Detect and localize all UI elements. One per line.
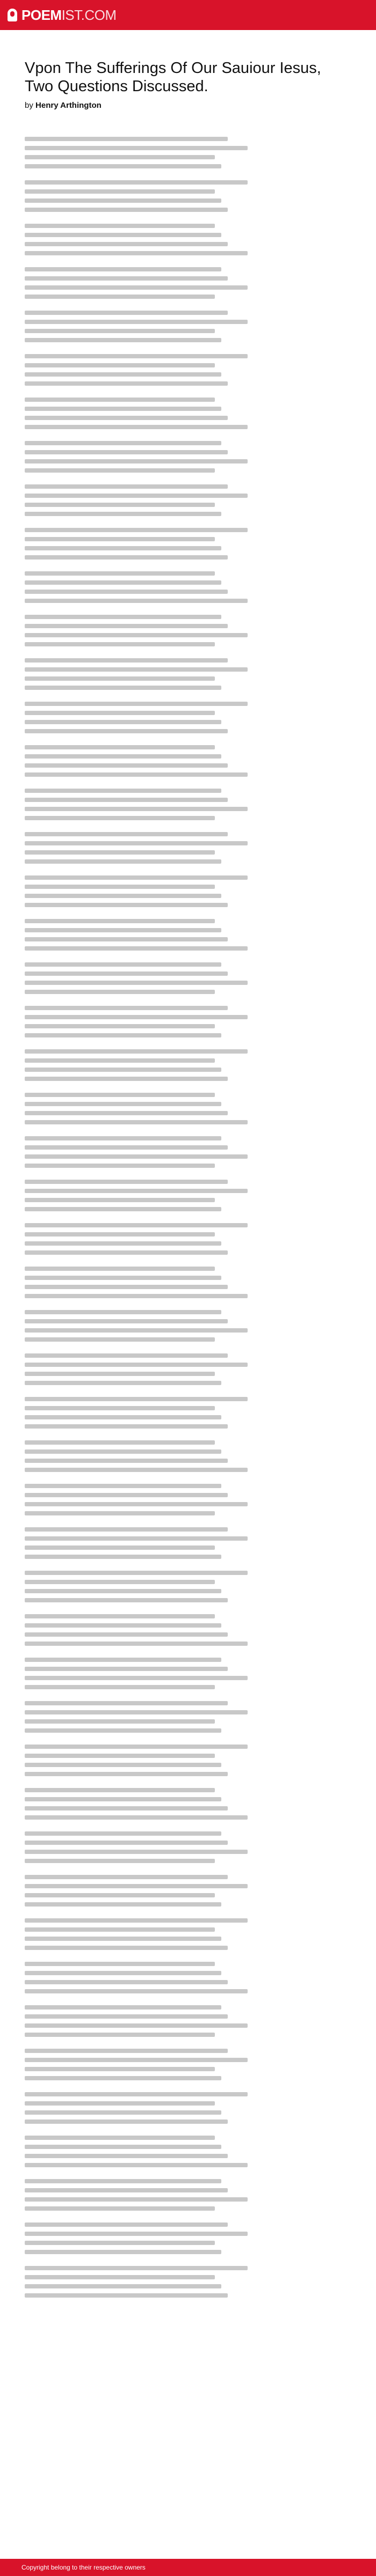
poem-line-placeholder (25, 2188, 228, 2192)
poem-line-placeholder (25, 1024, 215, 1028)
poem-line-placeholder (25, 1754, 215, 1758)
poem-line-placeholder (25, 1285, 228, 1289)
poem-line-placeholder (25, 2110, 221, 2115)
poem-line-placeholder (25, 720, 221, 724)
poem-stanza-placeholder (25, 962, 352, 994)
poem-line-placeholder (25, 1294, 248, 1298)
poem-line-placeholder (25, 702, 248, 706)
copyright-notice: Copyright belong to their respective owners (21, 2564, 146, 2571)
poem-line-placeholder (25, 2293, 228, 2298)
poem-line-placeholder (25, 928, 221, 932)
poem-line-placeholder (25, 754, 221, 759)
poem-line-placeholder (25, 789, 221, 793)
poem-line-placeholder (25, 1580, 215, 1584)
poem-stanza-placeholder (25, 1745, 352, 1776)
poem-line-placeholder (25, 1328, 248, 1333)
poem-line-placeholder (25, 807, 248, 811)
poem-line-placeholder (25, 1536, 248, 1541)
poem-stanza-placeholder (25, 1875, 352, 1907)
poem-line-placeholder (25, 1493, 228, 1497)
site-footer (0, 2559, 376, 2576)
poem-stanza-placeholder (25, 919, 352, 951)
poem-line-placeholder (25, 363, 215, 367)
poem-line-placeholder (25, 1310, 221, 1314)
site-header (0, 0, 376, 30)
poem-stanza-placeholder (25, 137, 352, 168)
poem-stanza-placeholder (25, 2179, 352, 2211)
poem-line-placeholder (25, 512, 221, 516)
poem-line-placeholder (25, 580, 221, 585)
poem-stanza-placeholder (25, 1527, 352, 1559)
poem-line-placeholder (25, 1136, 221, 1140)
poem-line-placeholder (25, 2067, 215, 2071)
poem-line-placeholder (25, 2101, 215, 2106)
poem-line-placeholder (25, 484, 228, 489)
poem-line-placeholder (25, 416, 228, 420)
poem-line-placeholder (25, 208, 228, 212)
poem-line-placeholder (25, 658, 228, 663)
poem-stanza-placeholder (25, 1440, 352, 1472)
poem-stanza-placeholder (25, 398, 352, 429)
poem-stanza-placeholder (25, 267, 352, 299)
poem-line-placeholder (25, 1902, 221, 1907)
poem-line-placeholder (25, 599, 248, 603)
poem-line-placeholder (25, 503, 215, 507)
poem-line-placeholder (25, 1372, 215, 1376)
poem-line-placeholder (25, 729, 228, 733)
poem-line-placeholder (25, 1511, 215, 1515)
poem-line-placeholder (25, 894, 221, 898)
poem-line-placeholder (25, 1884, 248, 1888)
poem-line-placeholder (25, 1788, 215, 1792)
poem-line-placeholder (25, 1962, 215, 1966)
poem-line-placeholder (25, 2250, 221, 2254)
poem-stanza-placeholder (25, 875, 352, 907)
poem-line-placeholder (25, 2049, 228, 2053)
poem-stanza-placeholder (25, 1788, 352, 1820)
poem-line-placeholder (25, 1424, 228, 1429)
poem-line-placeholder (25, 1685, 215, 1689)
poem-line-placeholder (25, 590, 228, 594)
poem-stanza-placeholder (25, 1223, 352, 1255)
poem-line-placeholder (25, 2284, 221, 2288)
poem-line-placeholder (25, 1642, 248, 1646)
poem-stanza-placeholder (25, 1397, 352, 1429)
poem-line-placeholder (25, 2005, 221, 2010)
poem-line-placeholder (25, 1745, 248, 1749)
poem-line-placeholder (25, 198, 221, 203)
poem-stanza-placeholder (25, 702, 352, 733)
poem-line-placeholder (25, 1623, 221, 1628)
poem-line-placeholder (25, 1710, 248, 1714)
poem-stanza-placeholder (25, 311, 352, 342)
poem-line-placeholder (25, 1154, 248, 1159)
poem-line-placeholder (25, 850, 215, 855)
poem-line-placeholder (25, 1815, 248, 1820)
poem-line-placeholder (25, 1353, 228, 1358)
poem-line-placeholder (25, 1719, 215, 1724)
poem-line-placeholder (25, 1859, 215, 1863)
poem-line-placeholder (25, 1937, 221, 1941)
poem-line-placeholder (25, 2197, 248, 2202)
poem-line-placeholder (25, 832, 228, 836)
author-link[interactable]: Henry Arthington (35, 101, 102, 110)
poem-line-placeholder (25, 990, 215, 994)
poem-line-placeholder (25, 459, 248, 463)
poem-stanza-placeholder (25, 1310, 352, 1342)
poem-line-placeholder (25, 2136, 215, 2140)
poem-line-placeholder (25, 1449, 221, 1454)
poem-line-placeholder (25, 1459, 228, 1463)
poem-stanza-placeholder (25, 2049, 352, 2080)
poem-stanza-placeholder (25, 1006, 352, 1037)
poem-line-placeholder (25, 2275, 215, 2279)
poem-line-placeholder (25, 1337, 215, 1342)
poem-line-placeholder (25, 2232, 248, 2236)
poem-line-placeholder (25, 1145, 228, 1150)
poem-line-placeholder (25, 1841, 228, 1845)
poem-line-placeholder (25, 676, 215, 681)
poem-line-placeholder (25, 1241, 221, 1246)
poem-line-placeholder (25, 242, 228, 246)
poem-line-placeholder (25, 1667, 228, 1671)
poem-line-placeholder (25, 937, 228, 941)
poem-line-placeholder (25, 2266, 248, 2270)
poem-line-placeholder (25, 1319, 228, 1323)
poem-line-placeholder (25, 2163, 248, 2167)
poem-line-placeholder (25, 468, 215, 473)
poem-line-placeholder (25, 1946, 228, 1950)
poem-line-placeholder (25, 146, 248, 150)
poem-line-placeholder (25, 329, 215, 333)
poem-line-placeholder (25, 981, 248, 985)
poem-line-placeholder (25, 1989, 248, 1993)
poem-stanza-placeholder (25, 1267, 352, 1298)
poem-line-placeholder (25, 2076, 221, 2080)
poem-line-placeholder (25, 537, 215, 541)
poem-line-placeholder (25, 1267, 215, 1271)
poem-line-placeholder (25, 1850, 248, 1854)
poem-stanza-placeholder (25, 745, 352, 777)
poem-line-placeholder (25, 667, 248, 672)
poem-stanza-placeholder (25, 2136, 352, 2167)
poem-line-placeholder (25, 816, 215, 820)
poem-line-placeholder (25, 903, 228, 907)
poem-line-placeholder (25, 295, 215, 299)
poem-line-placeholder (25, 1207, 221, 1211)
poem-line-placeholder (25, 2023, 248, 2028)
poem-title: Vpon The Sufferings Of Our Sauiour Iesus, Two Questions Discussed. (25, 60, 321, 95)
poem-line-placeholder (25, 1763, 221, 1767)
poem-line-placeholder (25, 1093, 215, 1097)
poem-line-placeholder (25, 285, 248, 290)
poem-stanza-placeholder (25, 1614, 352, 1646)
poem-line-placeholder (25, 1189, 248, 1193)
poem-stanza-placeholder (25, 571, 352, 603)
poem-line-placeholder (25, 2092, 248, 2096)
poem-line-placeholder (25, 251, 248, 255)
poem-line-placeholder (25, 1223, 248, 1227)
poem-stanza-placeholder (25, 441, 352, 473)
poem-stanza-placeholder (25, 658, 352, 690)
poem-line-placeholder (25, 2206, 215, 2211)
poem-line-placeholder (25, 425, 248, 429)
poem-line-placeholder (25, 763, 228, 768)
poem-line-placeholder (25, 1198, 215, 1202)
poem-line-placeholder (25, 1406, 215, 1410)
poem-line-placeholder (25, 1006, 228, 1010)
poem-line-placeholder (25, 1077, 228, 1081)
poem-line-placeholder (25, 642, 215, 646)
poem-stanza-placeholder (25, 1918, 352, 1950)
poem-line-placeholder (25, 1797, 221, 1801)
poem-stanza-placeholder (25, 1049, 352, 1081)
poem-line-placeholder (25, 381, 228, 386)
poem-line-placeholder (25, 276, 228, 281)
poem-stanza-placeholder (25, 1701, 352, 1733)
poem-stanza-placeholder (25, 2266, 352, 2298)
poem-line-placeholder (25, 1276, 221, 1280)
poem-line-placeholder (25, 354, 248, 358)
poem-line-placeholder (25, 1397, 248, 1401)
poem-line-placeholder (25, 798, 228, 802)
poem-line-placeholder (25, 885, 215, 889)
poem-line-placeholder (25, 2222, 228, 2227)
poem-line-placeholder (25, 2058, 248, 2062)
poem-line-placeholder (25, 1058, 215, 1063)
poem-line-placeholder (25, 338, 221, 342)
poem-line-placeholder (25, 2033, 215, 2037)
poem-stanza-placeholder (25, 528, 352, 560)
poem-line-placeholder (25, 711, 215, 715)
poem-line-placeholder (25, 1180, 228, 1184)
poem-line-placeholder (25, 494, 248, 498)
poem-line-placeholder (25, 745, 215, 749)
poem-stanza-placeholder (25, 1658, 352, 1689)
poem-line-placeholder (25, 320, 248, 324)
poem-line-placeholder (25, 571, 215, 576)
poem-line-placeholder (25, 772, 248, 777)
poem-stanza-placeholder (25, 224, 352, 255)
poem-line-placeholder (25, 1120, 248, 1124)
poem-line-placeholder (25, 311, 228, 315)
poem-line-placeholder (25, 1555, 221, 1559)
poem-stanza-placeholder (25, 1136, 352, 1168)
poem-stanza-placeholder (25, 1093, 352, 1124)
poem-line-placeholder (25, 1164, 215, 1168)
poem-body (25, 137, 352, 2298)
poem-line-placeholder (25, 962, 221, 967)
poem-line-placeholder (25, 1728, 221, 1733)
poem-line-placeholder (25, 1502, 248, 1506)
poem-line-placeholder (25, 919, 215, 923)
poem-line-placeholder (25, 946, 248, 951)
poem-stanza-placeholder (25, 789, 352, 820)
poem-line-placeholder (25, 1545, 215, 1550)
poem-line-placeholder (25, 1614, 215, 1618)
poem-line-placeholder (25, 1772, 228, 1776)
poem-line-placeholder (25, 1068, 221, 1072)
poem-stanza-placeholder (25, 1484, 352, 1515)
poem-stanza-placeholder (25, 615, 352, 646)
poem-line-placeholder (25, 1363, 248, 1367)
poem-line-placeholder (25, 1806, 228, 1810)
poem-line-placeholder (25, 1980, 228, 1984)
poem-line-placeholder (25, 1415, 221, 1419)
poem-line-placeholder (25, 633, 248, 637)
poem-line-placeholder (25, 2014, 228, 2019)
poem-line-placeholder (25, 546, 221, 550)
poem-stanza-placeholder (25, 2005, 352, 2037)
poem-line-placeholder (25, 2119, 228, 2124)
poem-stanza-placeholder (25, 832, 352, 864)
poem-line-placeholder (25, 1484, 221, 1488)
poem-line-placeholder (25, 1033, 221, 1037)
poem-line-placeholder (25, 450, 228, 454)
poem-line-placeholder (25, 1250, 228, 1255)
poem-line-placeholder (25, 398, 215, 402)
poem-line-placeholder (25, 615, 221, 619)
poem-stanza-placeholder (25, 1571, 352, 1602)
poem-line-placeholder (25, 1440, 215, 1445)
poem-line-placeholder (25, 2241, 215, 2245)
poem-line-placeholder (25, 624, 228, 628)
poem-line-placeholder (25, 137, 228, 141)
poem-stanza-placeholder (25, 1962, 352, 1993)
poem-line-placeholder (25, 859, 221, 864)
poem-line-placeholder (25, 1049, 248, 1054)
poem-line-placeholder (25, 1927, 215, 1932)
poem-line-placeholder (25, 1015, 248, 1019)
poem-line-placeholder (25, 875, 248, 880)
poem-line-placeholder (25, 372, 221, 377)
poem-line-placeholder (25, 1971, 221, 1975)
poem-line-placeholder (25, 971, 228, 976)
poem-stanza-placeholder (25, 1180, 352, 1211)
poem-line-placeholder (25, 1676, 248, 1680)
poem-line-placeholder (25, 189, 215, 194)
poem-stanza-placeholder (25, 354, 352, 386)
poem-line-placeholder (25, 1831, 221, 1836)
poem-line-placeholder (25, 1632, 228, 1637)
poem-line-placeholder (25, 2154, 228, 2158)
poem-line-placeholder (25, 1102, 221, 1106)
poem-line-placeholder (25, 1381, 221, 1385)
poem-stanza-placeholder (25, 1831, 352, 1863)
poem-line-placeholder (25, 841, 248, 845)
poem-line-placeholder (25, 2145, 221, 2149)
poem-line-placeholder (25, 180, 248, 185)
poem-stanza-placeholder (25, 2222, 352, 2254)
poem-line-placeholder (25, 686, 221, 690)
poem-line-placeholder (25, 1893, 215, 1897)
poem-line-placeholder (25, 1598, 228, 1602)
poem-line-placeholder (25, 1701, 228, 1705)
poem-content (25, 59, 352, 2309)
poem-line-placeholder (25, 1875, 228, 1879)
poem-line-placeholder (25, 441, 221, 445)
poem-line-placeholder (25, 1918, 248, 1923)
poem-line-placeholder (25, 1468, 248, 1472)
poem-line-placeholder (25, 555, 228, 560)
poem-line-placeholder (25, 155, 215, 159)
poem-line-placeholder (25, 164, 221, 168)
poem-line-placeholder (25, 2179, 221, 2183)
poem-line-placeholder (25, 224, 215, 228)
poem-line-placeholder (25, 407, 221, 411)
poem-stanza-placeholder (25, 180, 352, 212)
poem-line-placeholder (25, 1232, 215, 1237)
poem-line-placeholder (25, 1527, 228, 1532)
poem-byline: by Henry Arthington (25, 101, 102, 110)
poem-line-placeholder (25, 1589, 221, 1593)
poem-line-placeholder (25, 267, 221, 271)
poem-line-placeholder (25, 528, 248, 532)
poem-line-placeholder (25, 233, 221, 237)
poemist-logo-icon[interactable] (8, 9, 17, 21)
poem-stanza-placeholder (25, 484, 352, 516)
site-logo[interactable]: POEMIST.COM (21, 6, 117, 23)
poem-line-placeholder (25, 1111, 228, 1115)
poem-stanza-placeholder (25, 1353, 352, 1385)
poem-line-placeholder (25, 1571, 248, 1575)
poem-line-placeholder (25, 1658, 221, 1662)
poem-stanza-placeholder (25, 2092, 352, 2124)
